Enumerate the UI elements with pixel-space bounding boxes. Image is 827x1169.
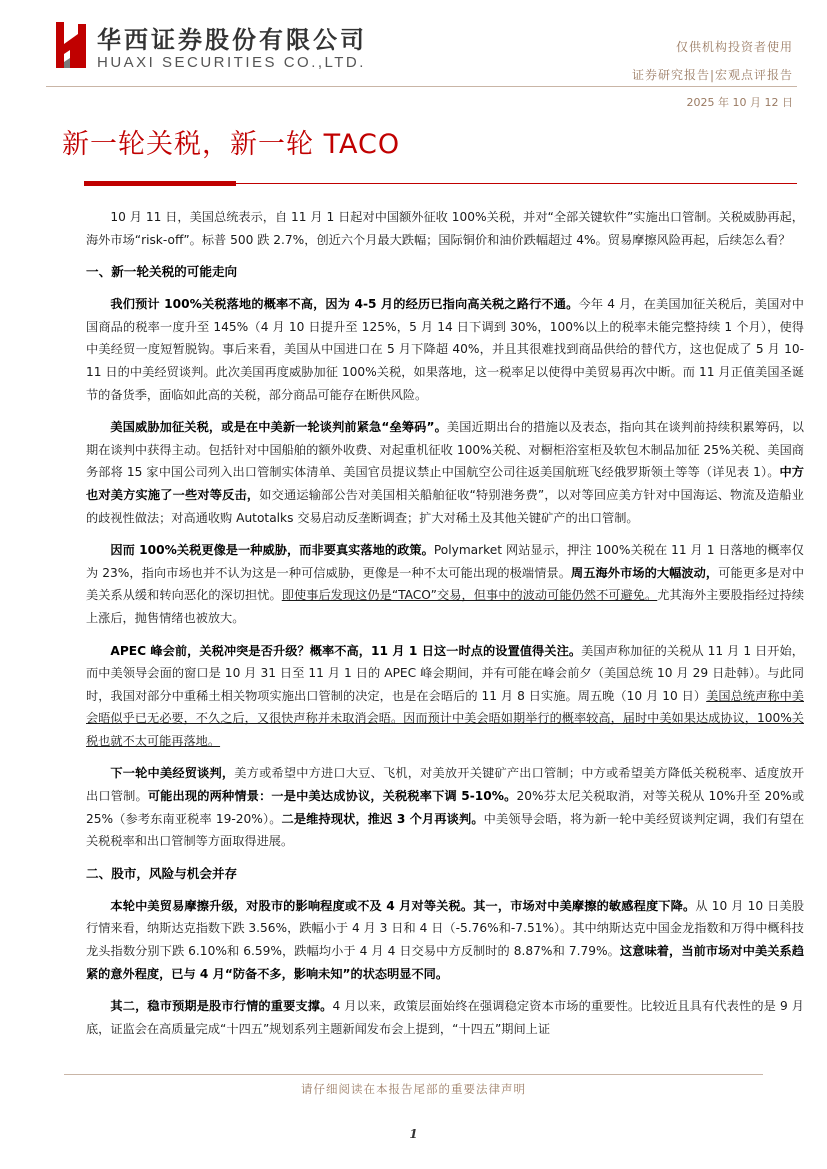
report-body	[86, 206, 804, 1050]
title-divider	[236, 183, 797, 184]
paragraph: 其二，稳市预期是股市行情的重要支撑。4 月以来，政策层面始终在强调稳定资本市场的重要性。比较近且具有代表性的是 9 月底，证监会在高质量完成“十四五”规划系列主题新闻发布会上提到，“十四五”期间上证	[86, 999, 804, 1036]
company-name-en: HUAXI SECURITIES CO.,LTD.	[97, 54, 366, 71]
usage-note: 仅供机构投资者使用	[675, 40, 793, 54]
paragraph: 本轮中美贸易摩擦升级，对股市的影响程度或不及 4 月对等关税。其一，市场对中美摩擦的敏感程度下降。从 10 月 10 日美股行情来看，纳斯达克指数下跌 3.56%，跌幅小于 4 月 3 日和 4 日（-5.76%和-7.51%）。其中纳斯达克中国金龙指数和万得中概科技龙头指数分别下跌 6.10%和 6.59%，跌幅均小于 4 月 4 日交易中方反制时的 8.87%和 7.79%。这意味着，当前市场对中美关系趋紧的意外程度，已与 4 月“防备不多，影响未知”的状态明显不同。	[86, 898, 805, 981]
report-date: 2025 年 10 月 12 日	[686, 96, 793, 109]
header-divider	[46, 86, 797, 87]
paragraph: 下一轮中美经贸谈判，美方或希望中方进口大豆、飞机，对美放开关键矿产出口管制；中方或希望美方降低关税税率、适度放开出口管制。可能出现的两种情景：一是中美达成协议，关税税率下调 5-10%。20%芬太尼关税取消，对等关税从 10%升至 20%或 25%（参考东南亚税率 19-20%）。二是维持现状，推迟 3 个月再谈判。中美领导会晤，将为新一轮中美经贸谈判定调，我们有望在关税税率和出口管制等方面取得进展。	[86, 766, 805, 849]
huaxi-logo-icon	[56, 22, 86, 68]
company-name-cn: 华西证券股份有限公司	[97, 25, 367, 54]
report-type: 证券研究报告|宏观点评报告	[631, 68, 793, 82]
paragraph: APEC 峰会前，关税冲突是否升级？概率不高，11 月 1 日这一时点的设置值得关注。美国声称加征的关税从 11 月 1 日开始，而中美领导会面的窗口是 10 月 31 日至 11 月 1 日的 APEC 峰会期间，并有可能在峰会前夕（美国总统 10 月 29 日赴韩）。与此同时，我国对部分中重稀土相关物项实施出口管制的决定，也是在会晤后的 11 月 8 日实施。周五晚（10 月 10 日）美国总统声称中美会晤似乎已无必要，不久之后，又很快声称并未取消会晤。因而预计中美会晤如期举行的概率较高，届时中美如果达成协议，100%关税也就不太可能再落地。	[86, 643, 804, 748]
section-heading-2: 二、股市，风险与机会并存	[86, 865, 238, 881]
paragraph: 美国威胁加征关税，或是在中美新一轮谈判前紧急“垒筹码”。美国近期出台的措施以及表态，指向其在谈判前持续积累筹码，以期在谈判中获得主动。包括针对中国船舶的额外收费、对起重机征收 100%关税、对橱柜浴室柜及软包木制品加征 25%关税、美国商务部将 15 家中国公司列入出口管制实体清单、美国官员提议禁止中国航空公司往返美国航班飞经俄罗斯领土等等（详见表 1）。中方也对美方实施了一些对等反击，如交通运输部公告对美国相关船舶征收“特别港务费”，以对等回应美方针对中国海运、物流及造船业的歧视性做法；对高通收购 Autotalks 交易启动反垄断调查；扩大对稀土及其他关键矿产的出口管制。	[86, 420, 804, 525]
section-heading-1: 一、新一轮关税的可能走向	[86, 264, 238, 280]
paragraph: 因而 100%关税更像是一种威胁，而非要真实落地的政策。Polymarket 网站显示，押注 100%关税在 11 月 1 日落地的概率仅为 23%，指向市场也并不认为这是一种可信威胁，更像是一种不太可能出现的极端情景。周五海外市场的大幅波动，可能更多是对中美关系从缓和转向恶化的深切担忧。即使事后发现这仍是“TACO”交易，但事中的波动可能仍然不可避免。尤其海外主要股指经过持续上涨后，抛售情绪也被放大。	[86, 543, 805, 625]
footer-divider	[64, 1074, 763, 1075]
legal-notice: 请仔细阅读在本报告尾部的重要法律声明	[301, 1082, 526, 1096]
page-number: 1	[409, 1127, 418, 1141]
paragraph: 我们预计 100%关税落地的概率不高，因为 4-5 月的经历已指向高关税之路行不通。今年 4 月，在美国加征关税后，美国对中国商品的税率一度升至 145%（4 月 10 日提升至 125%，5 月 14 日下调到 30%，100%以上的税率未能完整持续 1 个月），使得中美经贸一度短暂脱钩。事后来看，美国从中国进口在 5 月下降超 40%，并且其很难找到商品供给的替代方，这也促成了 5 月 10-11 日的中美经贸谈判。此次美国再度威胁加征 100%关税，如果落地，这一税率足以使得中美贸易再次中断。而 11 月正值美国圣诞节的备货季，面临如此高的关税，部分商品可能存在断供风险。	[86, 297, 804, 402]
page-title: 新一轮关税，新一轮 TACO	[62, 129, 401, 160]
intro-paragraph: 10 月 11 日，美国总统表示，自 11 月 1 日起对中国额外征收 100%关税，并对“全部关键软件”实施出口管制。关税威胁再起，海外市场“risk-off”。标普 500 跌 2.7%，创近六个月最大跌幅；国际铜价和油价跌幅超过 4%。贸易摩擦风险再起，后续怎么看？	[86, 210, 804, 247]
title-accent-bar	[84, 181, 236, 186]
